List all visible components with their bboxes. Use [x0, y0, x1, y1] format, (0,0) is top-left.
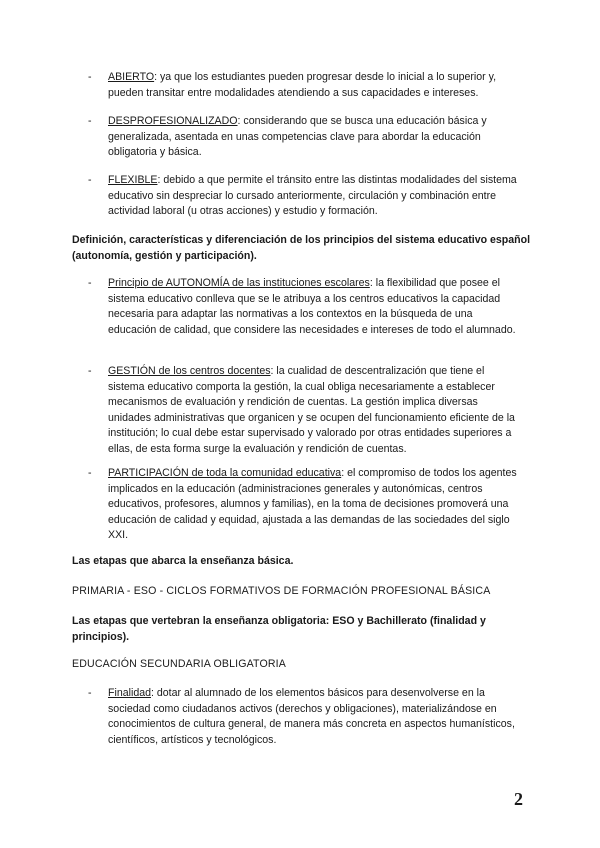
- eso-title: EDUCACIÓN SECUNDARIA OBLIGATORIA: [72, 658, 286, 670]
- term-desprofesionalizado: DESPROFESIONALIZADO: [108, 115, 238, 127]
- bullet-dash: -: [88, 174, 92, 186]
- bullet-dash: -: [88, 71, 92, 83]
- desc-finalidad: : dotar al alumnado de los elementos básicos para desenvolverse en la sociedad como ciudadanos activos (derechos y obligaciones), materializándose en conocimientos de cultura general, de manera más concreta en aspectos humanísticos, científicos, artísticos y tecnológicos.: [108, 687, 515, 746]
- stages-text: PRIMARIA - ESO - CICLOS FORMATIVOS DE FORMACIÓN PROFESIONAL BÁSICA: [72, 585, 491, 597]
- term-abierto: ABIERTO: [108, 71, 155, 83]
- list-item-flexible: [90, 173, 520, 220]
- desc-gestion: : la cualidad de descentralización que tiene el sistema educativo comporta la gestión, la cual obliga necesariamente a establecer mecanismos de evaluación y rendición de cuentas. La gestión implica diversas unidades administrativas que organicen y se ocupen del funcionamiento eficiente de la institución; lo cual debe estar supervisado y valorado por otras entidades superiores a ellas, de esta forma surge la evaluación y rendición de cuentas.: [108, 365, 515, 455]
- bullet-dash: -: [88, 115, 92, 127]
- heading-compulsory: Las etapas que vertebran la enseñanza obligatoria: ESO y Bachillerato (finalidad y principios).: [72, 615, 486, 643]
- bullet-dash: -: [88, 687, 92, 699]
- bullet-dash: -: [88, 467, 92, 479]
- page-number: 2: [514, 789, 523, 809]
- term-flexible: FLEXIBLE: [108, 174, 158, 186]
- list-item-participacion: [90, 466, 520, 544]
- desc-participacion: : el compromiso de todos los agentes implicados en la educación (administraciones generales y autonómicas, centros educativos, profesores, alumnos y familias), en la toma de decisiones promoverá una educación de calidad y equidad, ajustada a las demandas de las sociedades del siglo XXI.: [108, 467, 517, 542]
- heading-principles: Definición, características y diferenciación de los principios del sistema educativo español (autonomía, gestión y participación).: [72, 234, 531, 262]
- bullet-dash: -: [88, 365, 92, 377]
- list-item-autonomia: [90, 276, 520, 338]
- desc-flexible: : debido a que permite el tránsito entre las distintas modalidades del sistema educativo sin despreciar lo cursado anteriormente, circulación y combinación entre actividad laboral (u otras acciones) y estudio y formación.: [108, 174, 517, 218]
- desc-abierto: : ya que los estudiantes pueden progresar desde lo inicial a lo superior y, pueden transitar entre modalidades atendiendo a sus capacidades e intereses.: [108, 71, 497, 99]
- term-finalidad: Finalidad: [108, 687, 151, 699]
- list-item-gestion: [90, 364, 520, 458]
- desc-autonomia: : la flexibilidad que posee el sistema educativo conlleva que se le atribuya a los centros educativos la capacidad necesaria para adaptar las normativas a los contextos en la búsqueda de una educación de calidad, que considere las necesidades e intereses de todo el alumnado.: [108, 277, 516, 336]
- term-participacion: PARTICIPACIÓN de toda la comunidad educativa: [108, 467, 342, 479]
- list-item-abierto: [90, 70, 520, 101]
- desc-desprofesionalizado: : considerando que se busca una educación básica y generalizada, asentada en unas competencias clave para abordar la educación obligatoria y básica.: [108, 115, 487, 159]
- term-gestion: GESTIÓN de los centros docentes: [108, 365, 271, 377]
- bullet-dash: -: [88, 277, 92, 289]
- heading-stages: Las etapas que abarca la enseñanza básica.: [72, 555, 294, 567]
- list-item-desprofesionalizado: [90, 114, 520, 161]
- list-item-finalidad: [90, 686, 520, 748]
- term-autonomia: Principio de AUTONOMÍA de las instituciones escolares: [108, 277, 370, 289]
